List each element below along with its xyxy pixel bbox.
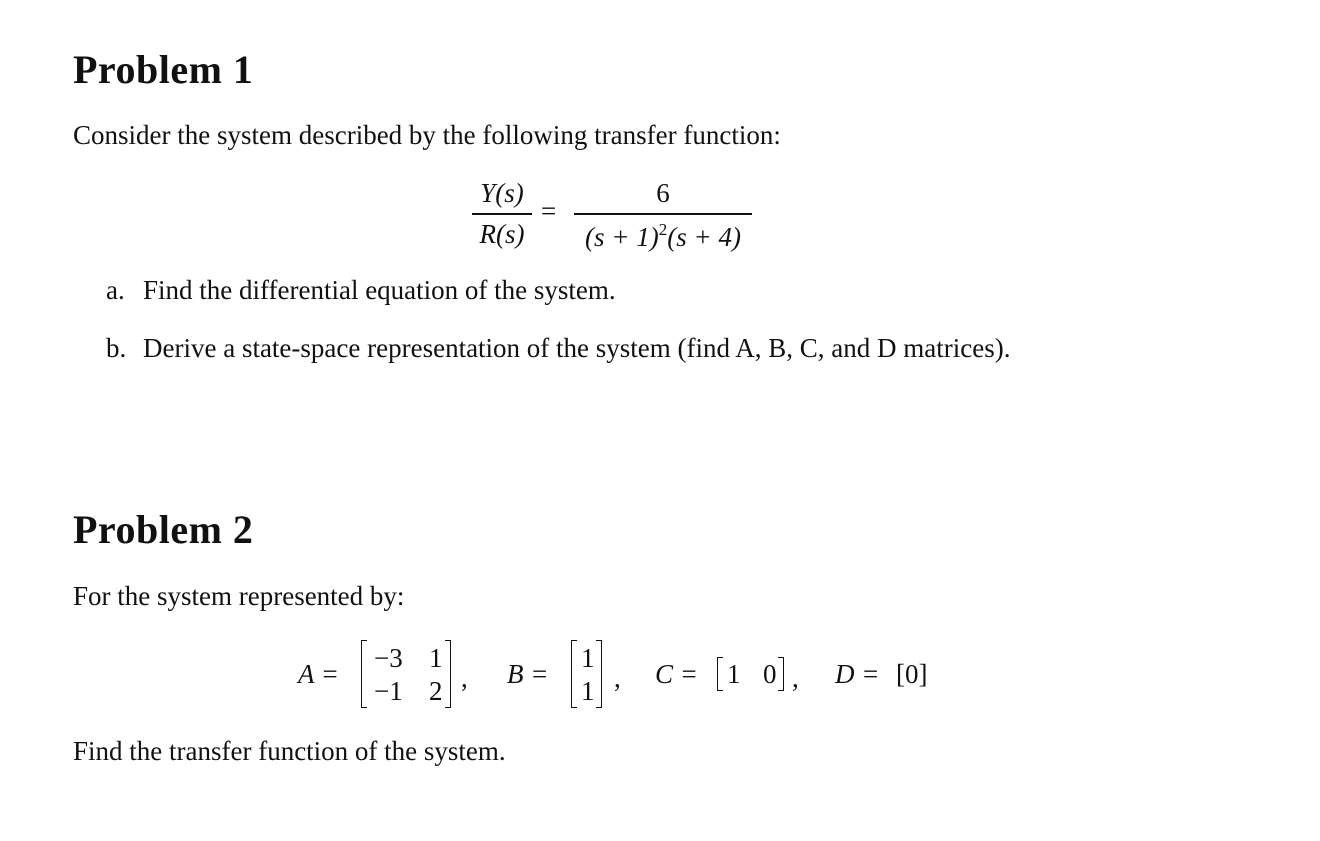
lhs-numerator: Y(s) — [480, 178, 524, 208]
matrix-c-cell-1: 1 — [727, 659, 741, 689]
lhs-fraction — [472, 180, 532, 248]
rhs-fraction-bar — [574, 213, 752, 215]
rhs-den-factor-2: (s + 4) — [667, 221, 741, 252]
matrix-c-label: C = — [655, 659, 698, 689]
rhs-denominator — [574, 221, 752, 251]
matrix-a-cell-22: 2 — [429, 676, 443, 706]
matrix-c-separator: , — [792, 663, 799, 693]
matrix-b-cell-2: 1 — [581, 676, 595, 706]
matrix-a-right-bracket — [445, 640, 451, 708]
problem-1-heading: Problem 1 — [73, 47, 254, 92]
matrix-b-right-bracket — [596, 640, 602, 708]
list-item-b — [106, 335, 1010, 362]
rhs-den-exponent: 2 — [658, 219, 668, 239]
rhs-den-factor-1: (s + 1) — [585, 221, 659, 252]
problem-2-outro: Find the transfer function of the system. — [73, 736, 506, 766]
matrix-a-cell-21: −1 — [374, 676, 403, 706]
matrix-a-cell-11: −3 — [374, 643, 403, 673]
lhs-denominator: R(s) — [479, 218, 525, 249]
matrix-a-left-bracket — [361, 640, 367, 708]
matrix-b-left-bracket — [571, 640, 577, 708]
matrix-c-cell-2: 0 — [763, 659, 777, 689]
matrix-a-label: A = — [298, 659, 339, 689]
matrix-c-right-bracket — [778, 657, 784, 691]
rhs-numerator: 6 — [656, 178, 670, 208]
list-text-b: Derive a state-space representation of the system (find A, B, C, and D matrices). — [143, 333, 1011, 363]
list-marker-a: a. — [106, 275, 125, 305]
matrix-c-left-bracket — [717, 657, 723, 691]
list-text-a: Find the differential equation of the system. — [143, 275, 616, 305]
matrix-b-separator: , — [614, 663, 621, 693]
matrix-a-separator: , — [461, 663, 468, 693]
problem-1-intro: Consider the system described by the following transfer function: — [73, 120, 781, 150]
matrix-d-value: [0] — [896, 659, 928, 689]
matrix-b-cell-1: 1 — [581, 643, 595, 673]
list-marker-b: b. — [106, 333, 127, 363]
matrix-a-cell-12: 1 — [429, 643, 443, 673]
list-item-a — [106, 277, 616, 304]
matrix-d-label: D = — [835, 659, 880, 689]
rhs-fraction — [574, 180, 752, 251]
problem-2-intro: For the system represented by: — [73, 581, 405, 611]
matrix-b-label: B = — [507, 659, 549, 689]
problem-2-heading: Problem 2 — [73, 507, 254, 552]
lhs-fraction-bar — [472, 213, 532, 215]
equals-sign: = — [541, 196, 557, 226]
